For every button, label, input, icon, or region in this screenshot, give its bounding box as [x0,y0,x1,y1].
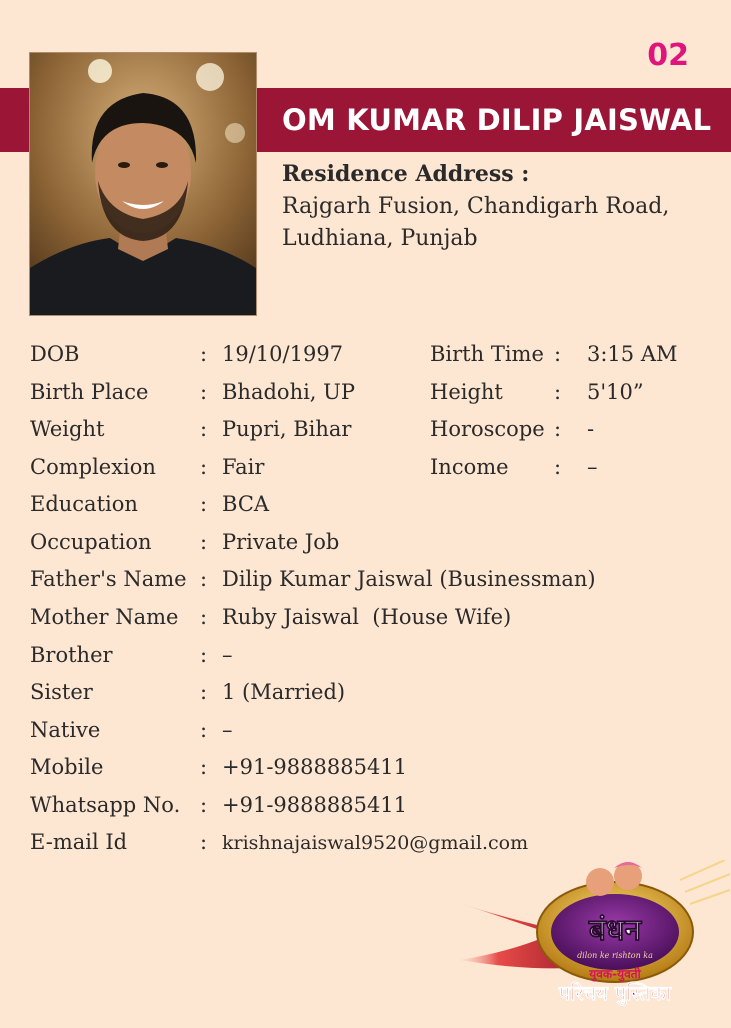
candidate-name: OM KUMAR DILIP JAISWAL [282,103,712,137]
detail-value: Ruby Jaiswal (House Wife) [222,605,512,629]
detail-colon: : [554,455,562,479]
detail-value: Dilip Kumar Jaiswal (Businessman) [222,567,596,591]
detail-value: Bhadohi, UP [222,380,355,404]
detail-value: Fair [222,455,265,479]
detail-value: krishnajaiswal9520@gmail.com [222,832,529,854]
detail-colon: : [200,755,208,779]
detail-colon: : [554,380,562,404]
detail-value: 19/10/1997 [222,342,344,366]
bandhan-logo [450,860,730,1024]
detail-colon: : [554,417,562,441]
detail-label: Education [30,492,138,516]
page-number: 02 [647,38,689,73]
detail-colon: : [200,530,208,554]
detail-colon: : [200,455,208,479]
detail-value: BCA [222,492,270,516]
detail-label: Height [430,380,503,404]
detail-value: – [222,643,233,667]
detail-colon: : [200,830,208,854]
detail-value: - [587,417,595,441]
detail-colon: : [200,380,208,404]
detail-value: 5'10” [587,380,644,404]
detail-colon: : [554,342,562,366]
logo-graphic [450,860,730,1024]
detail-colon: : [200,718,208,742]
detail-colon: : [200,492,208,516]
address-line-2: Ludhiana, Punjab [282,226,478,251]
detail-label: Brother [30,643,113,667]
detail-label: DOB [30,342,80,366]
detail-colon: : [200,643,208,667]
detail-label: Occupation [30,530,152,554]
detail-value: Private Job [222,530,340,554]
detail-value: – [222,718,233,742]
detail-value: +91-9888885411 [222,755,408,779]
detail-colon: : [200,417,208,441]
residence-address-label: Residence Address : [282,161,530,187]
detail-label: Sister [30,680,93,704]
detail-value: 1 (Married) [222,680,346,704]
portrait-image [30,53,256,315]
detail-label: Birth Place [30,380,149,404]
detail-label: Father's Name [30,567,187,591]
detail-colon: : [200,342,208,366]
detail-label: Horoscope [430,417,545,441]
detail-value: – [587,455,598,479]
detail-colon: : [200,680,208,704]
detail-value: 3:15 AM [587,342,678,366]
detail-label: Native [30,718,101,742]
detail-value: +91-9888885411 [222,793,408,817]
logo-subtitle: युवक-युवती [589,967,641,981]
detail-label: Mother Name [30,605,179,629]
address-line-1: Rajgarh Fusion, Chandigarh Road, [282,194,670,219]
logo-title: बंधन [588,913,642,948]
detail-colon: : [200,605,208,629]
profile-photo [29,52,257,316]
detail-colon: : [200,793,208,817]
detail-value: Pupri, Bihar [222,417,352,441]
logo-tagline: dilon ke rishton ka [577,951,653,960]
logo-caption: परिचय पुस्तिका [558,981,672,1005]
detail-label: Birth Time [430,342,544,366]
detail-label: Income [430,455,509,479]
detail-colon: : [200,567,208,591]
detail-label: Weight [30,417,105,441]
detail-label: Complexion [30,455,156,479]
detail-label: Whatsapp No. [30,793,181,817]
detail-label: Mobile [30,755,104,779]
detail-label: E-mail Id [30,830,128,854]
